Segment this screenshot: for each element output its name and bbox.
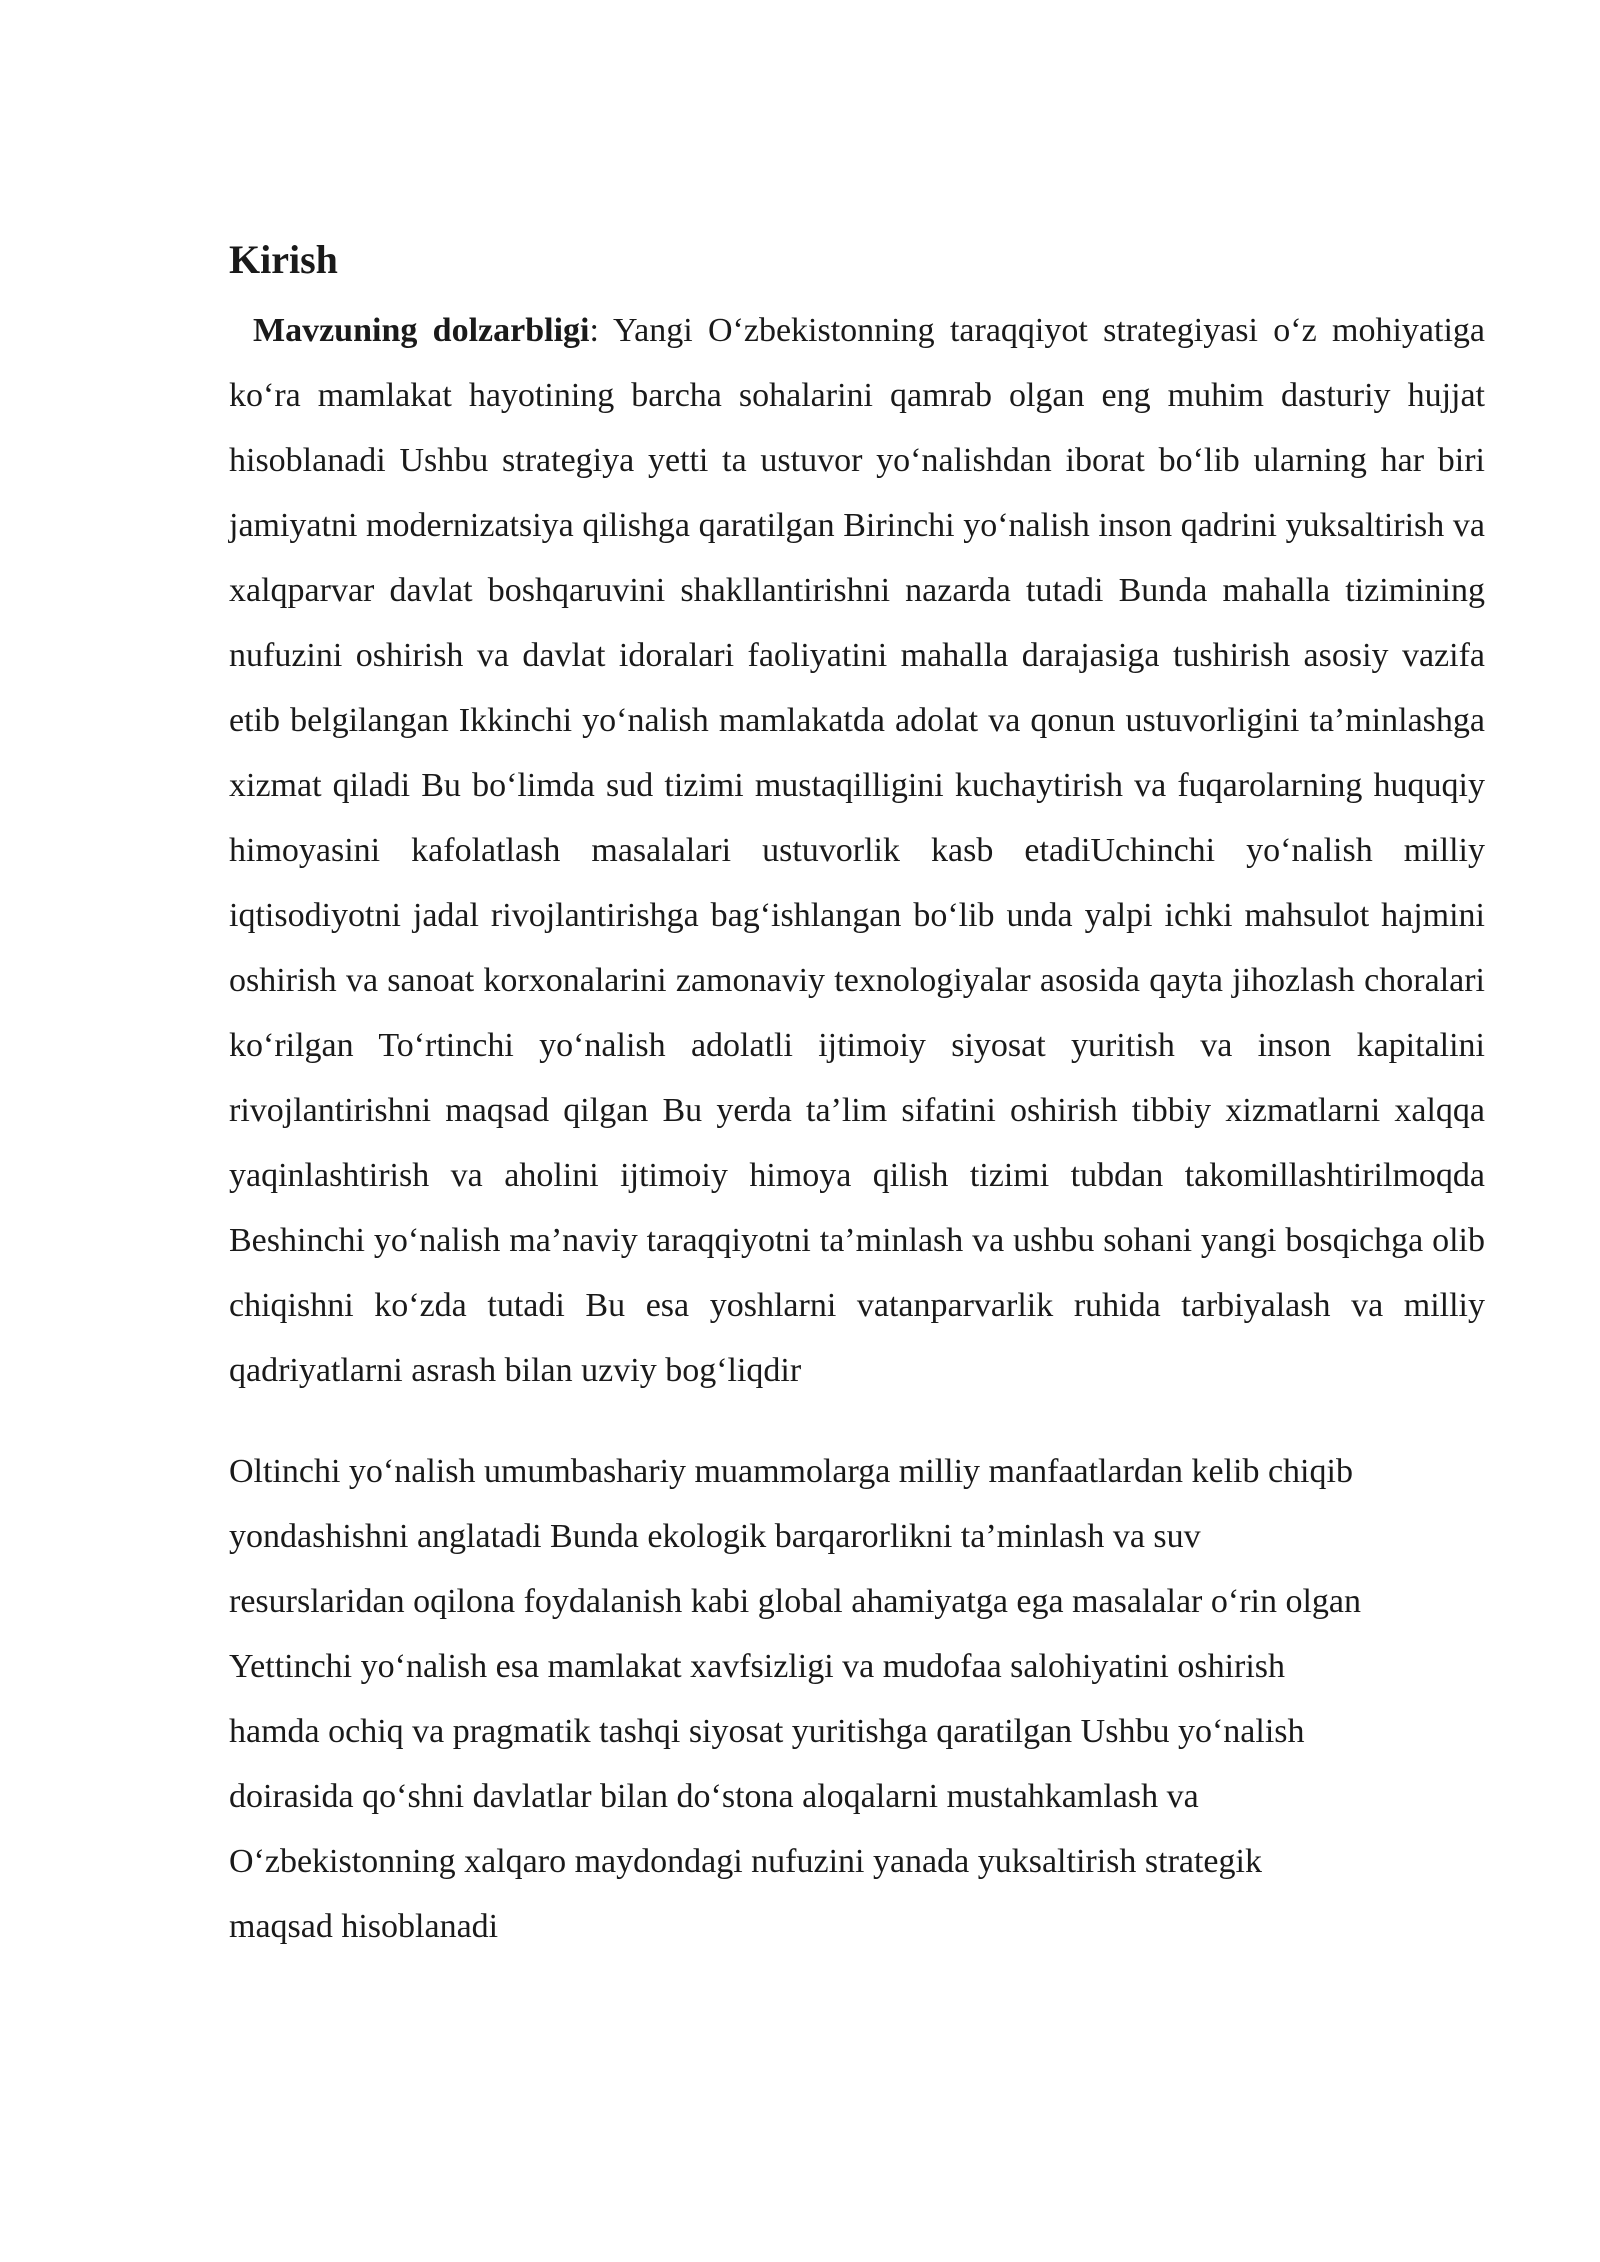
document-page xyxy=(229,228,1485,1959)
intro-separator: : xyxy=(589,312,599,349)
intro-label: Mavzuning dolzarbligi xyxy=(253,312,590,349)
paragraph-relevance-text: Yangi O‘zbekistonning taraqqiyot strategiyasi o‘z mohiyatiga ko‘ra mamlakat hayotining barcha sohalarini qamrab olgan eng muhim dasturiy hujjat hisoblanadi Ushbu strategiya yetti ta ustuvor yo‘nalishdan iborat bo‘lib ularning har biri jamiyatni modernizatsiya qilishga qaratilgan Birinchi yo‘nalish inson qadrini yuksaltirish va xalqparvar davlat boshqaruvini shakllantirishni nazarda tutadi Bunda mahalla tizimining nufuzini oshirish va davlat idoralari faoliyatini mahalla darajasiga tushirish asosiy vazifa etib belgilangan Ikkinchi yo‘nalish mamlakatda adolat va qonun ustuvorligini ta’minlashga xizmat qiladi Bu bo‘limda sud tizimi mustaqilligini kuchaytirish va fuqarolarning huquqiy himoyasini kafolatlash masalalari ustuvorlik kasb etadiUchinchi yo‘nalish milliy iqtisodiyotni jadal rivojlantirishga bag‘ishlangan bo‘lib unda yalpi ichki mahsulot hajmini oshirish va sanoat korxonalarini zamonaviy texnologiyalar asosida qayta jihozlash choralari ko‘rilgan To‘rtinchi yo‘nalish adolatli ijtimoiy siyosat yuritish va inson kapitalini rivojlantirishni maqsad qilgan Bu yerda ta’lim sifatini oshirish tibbiy xizmatlarni xalqqa yaqinlashtirish va aholini ijtimoiy himoya qilish tizimi tubdan takomillashtirilmoqda Beshinchi yo‘nalish ma’naviy taraqqiyotni ta’minlash va ushbu sohani yangi bosqichga olib chiqishni ko‘zda tutadi Bu esa yoshlarni vatanparvarlik ruhida tarbiyalash va milliy qadriyatlarni asrash bilan uzviy bog‘liqdir xyxy=(229,312,1485,1389)
text-line: O‘zbekistonning xalqaro maydondagi nufuzini yanada yuksaltirish strategik xyxy=(229,1843,1262,1880)
text-line: Yettinchi yo‘nalish esa mamlakat xavfsizligi va mudofaa salohiyatini oshirish xyxy=(229,1648,1286,1685)
section-heading: Kirish xyxy=(229,237,338,282)
text-line: resurslaridan oqilona foydalanish kabi global ahamiyatga ega masalalar o‘rin olgan xyxy=(229,1583,1361,1620)
paragraph-directions xyxy=(229,1439,1485,1959)
text-line: doirasida qo‘shni davlatlar bilan do‘stona aloqalarni mustahkamlash va xyxy=(229,1778,1199,1815)
text-line: yondashishni anglatadi Bunda ekologik barqarorlikni ta’minlash va suv xyxy=(229,1518,1201,1555)
paragraph-relevance xyxy=(229,298,1485,1403)
text-line: maqsad hisoblanadi xyxy=(229,1908,499,1945)
text-line: Oltinchi yo‘nalish umumbashariy muammolarga milliy manfaatlardan kelib chiqib xyxy=(229,1453,1353,1490)
text-line: hamda ochiq va pragmatik tashqi siyosat yuritishga qaratilgan Ushbu yo‘nalish xyxy=(229,1713,1305,1750)
